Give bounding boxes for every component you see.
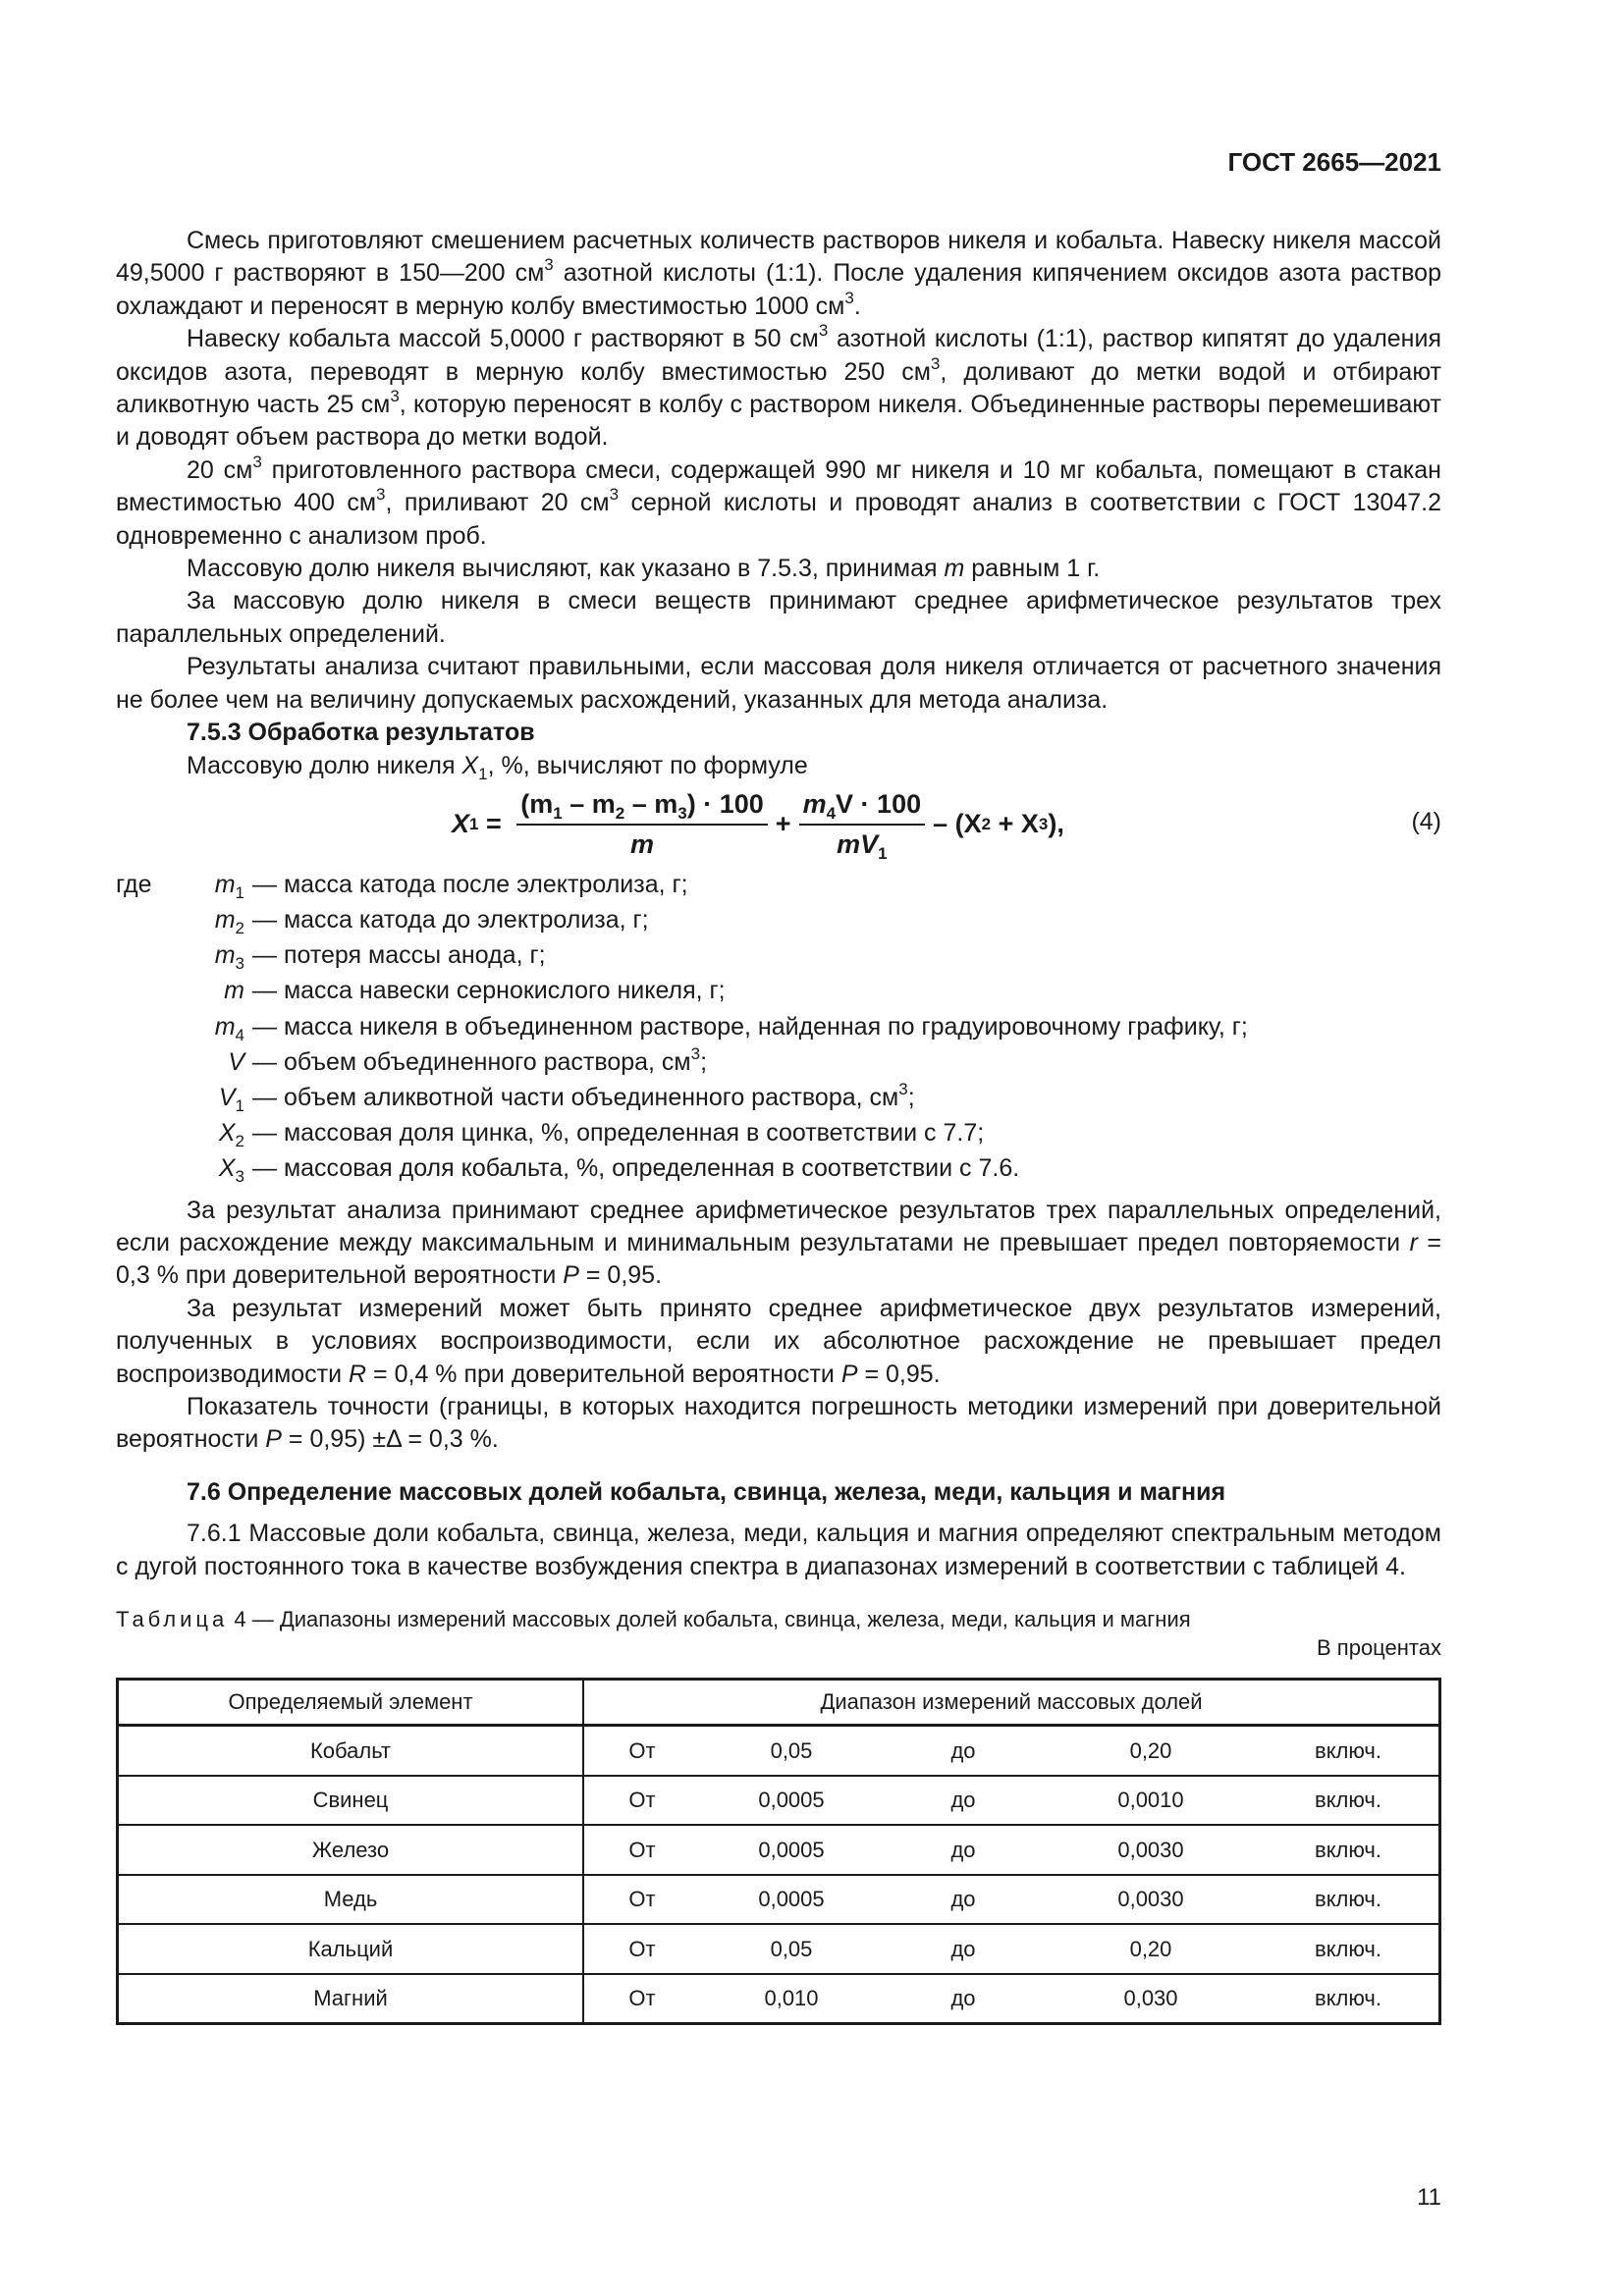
table-row: Кальций От 0,05 до 0,20 включ. — [118, 1924, 1440, 1974]
legend-item: где $m_1$ — масса катода после электролиза, г; — [116, 870, 688, 902]
paragraph-7-6-1: 7.6.1 Массовые доли кобальта, свинца, железа, меди, кальция и магния определяют спектральным методом с дугой постоянного тока в качестве возбуждения спектра в диапазонах измерений в соответствии с таблицей 4. — [116, 1520, 1441, 1580]
paragraph-nickel-fraction: Массовую долю никеля вычисляют, как указано в 7.5.3, принимая m равным 1 г. — [187, 555, 1101, 583]
paragraph-mixture-prep: Смесь приготовляют смешением расчетных количеств растворов никеля и кобальта. Навеску никеля массой 49,5000 г растворяют в 150—200 $см^3$ азотной кислоты (1:1). После удаления кипячением оксидов азота раствор охлаждают и переносят в мерную колбу вместимостью 1000 $см^3$. — [116, 227, 1441, 320]
formula-4 — [116, 784, 1441, 865]
table-row: Свинец От 0,0005 до 0,0010 включ. — [118, 1776, 1440, 1826]
column-header-range: Диапазон измерений массовых долей — [583, 1680, 1440, 1726]
legend-item: $X_2$ — массовая доля цинка, %, определенная в соответствии с 7.7; — [218, 1119, 985, 1151]
formula-expression: X 1 = $\frac{(m_1 - m_2 - m_3) \cdot 100}{m}$ + $\frac{m_4V \cdot 100}{mV_1}$ – (X 2 + X 3 ), — [452, 788, 1064, 863]
legend-item: m — масса навески сернокислого никеля, г; — [224, 977, 726, 1005]
table-row: Железо От 0,0005 до 0,0030 включ. — [118, 1825, 1440, 1875]
formula-fraction-2: $\frac{m_4V \cdot 100}{mV_1}$ — [799, 788, 926, 862]
column-header-element: Определяемый элемент — [118, 1680, 584, 1726]
legend-item: V — объем объединенного раствора, $см^3$; — [228, 1043, 708, 1076]
formula-legend — [116, 869, 1441, 1189]
legend-item: $m_4$ — масса никеля в объединенном растворе, найденная по градуировочному графику, г; — [214, 1012, 1248, 1044]
legend-item: $m_3$ — потеря массы анода, г; — [214, 941, 546, 974]
table-unit: В процентах — [1317, 1635, 1441, 1661]
table-header-row — [118, 1680, 1440, 1726]
section-heading-7-5-3: 7.5.3 Обработка результатов — [187, 719, 535, 747]
section-heading-7-6: 7.6 Определение массовых долей кобальта, свинца, железа, меди, кальция и магния — [187, 1477, 1226, 1506]
legend-item: $X_3$ — массовая доля кобальта, %, определенная в соответствии с 7.6. — [218, 1154, 1020, 1187]
page-number: 11 — [1417, 2184, 1441, 2211]
paragraph-reproducibility: За результат измерений может быть принято среднее арифметическое двух результатов измерений, полученных в условиях воспроизводимости, если их абсолютное расхождение не превышает предел воспроизводимости R = 0,4 % при доверительной вероятности P = 0,95. — [116, 1294, 1441, 1388]
paragraph-cobalt-weigh: Навеску кобальта массой 5,0000 г растворяют в 50 $см^3$ азотной кислоты (1:1), раствор кипятят до удаления оксидов азота, переводят в мерную колбу вместимостью 250 $см^3$, доливают до метки водой и отбирают аликвотную часть 25 $см^3$, которую переносят в колбу с раствором никеля. Объединенные растворы перемешивают и доводят объем раствора до метки водой. — [116, 321, 1441, 452]
table-row: Медь От 0,0005 до 0,0030 включ. — [118, 1875, 1440, 1925]
ranges-table — [116, 1678, 1441, 2025]
paragraph-accuracy: Показатель точности (границы, в которых находится погрешность методики измерений при доверительной вероятности P = 0,95) ±Δ = 0,3 %. — [116, 1393, 1441, 1454]
table-caption: Таблица 4 — Диапазоны измерений массовых долей кобальта, свинца, железа, меди, кальция и магния — [116, 1607, 1191, 1632]
formula-fraction-1: $\frac{(m_1 - m_2 - m_3) \cdot 100}{m}$ — [516, 788, 768, 862]
paragraph-mixture-analysis: 20 $см^3$ приготовленного раствора смеси, содержащей 990 мг никеля и 10 мг кобальта, помещают в стакан вместимостью 400 $см^3$, приливают 20 $см^3$ серной кислоты и проводят анализ в соответствии с ГОСТ 13047.2 одновременно с анализом проб. — [116, 452, 1441, 550]
page-content — [116, 225, 1441, 2025]
paragraph-mean-result: За массовую долю никеля в смеси веществ принимают среднее арифметическое результатов трех параллельных определений. — [116, 587, 1441, 648]
document-id-header: ГОСТ 2665—2021 — [1227, 147, 1441, 177]
table-row: Кобальт От 0,05 до 0,20 включ. — [118, 1726, 1440, 1776]
paragraph-correctness: Результаты анализа считают правильными, если массовая доля никеля отличается от расчетного значения не более чем на величину допускаемых расхождений, указанных для метода анализа. — [116, 653, 1441, 714]
paragraph-repeatability: За результат анализа принимают среднее арифметическое результатов трех параллельных определений, если расхождение между максимальным и минимальным результатами не превышает предел повторяемости r = 0,3 % при доверительной вероятности P = 0,95. — [116, 1196, 1441, 1290]
legend-item: $m_2$ — масса катода до электролиза, г; — [214, 906, 649, 938]
formula-number: (4) — [1411, 807, 1441, 835]
table-row: Магний От 0,010 до 0,030 включ. — [118, 1974, 1440, 2024]
legend-item: $V_1$ — объем аликвотной части объединенного раствора, $см^3$; — [218, 1080, 915, 1116]
paragraph-formula-intro: Массовую долю никеля $X_1$, %, вычисляют по формуле — [187, 751, 808, 783]
